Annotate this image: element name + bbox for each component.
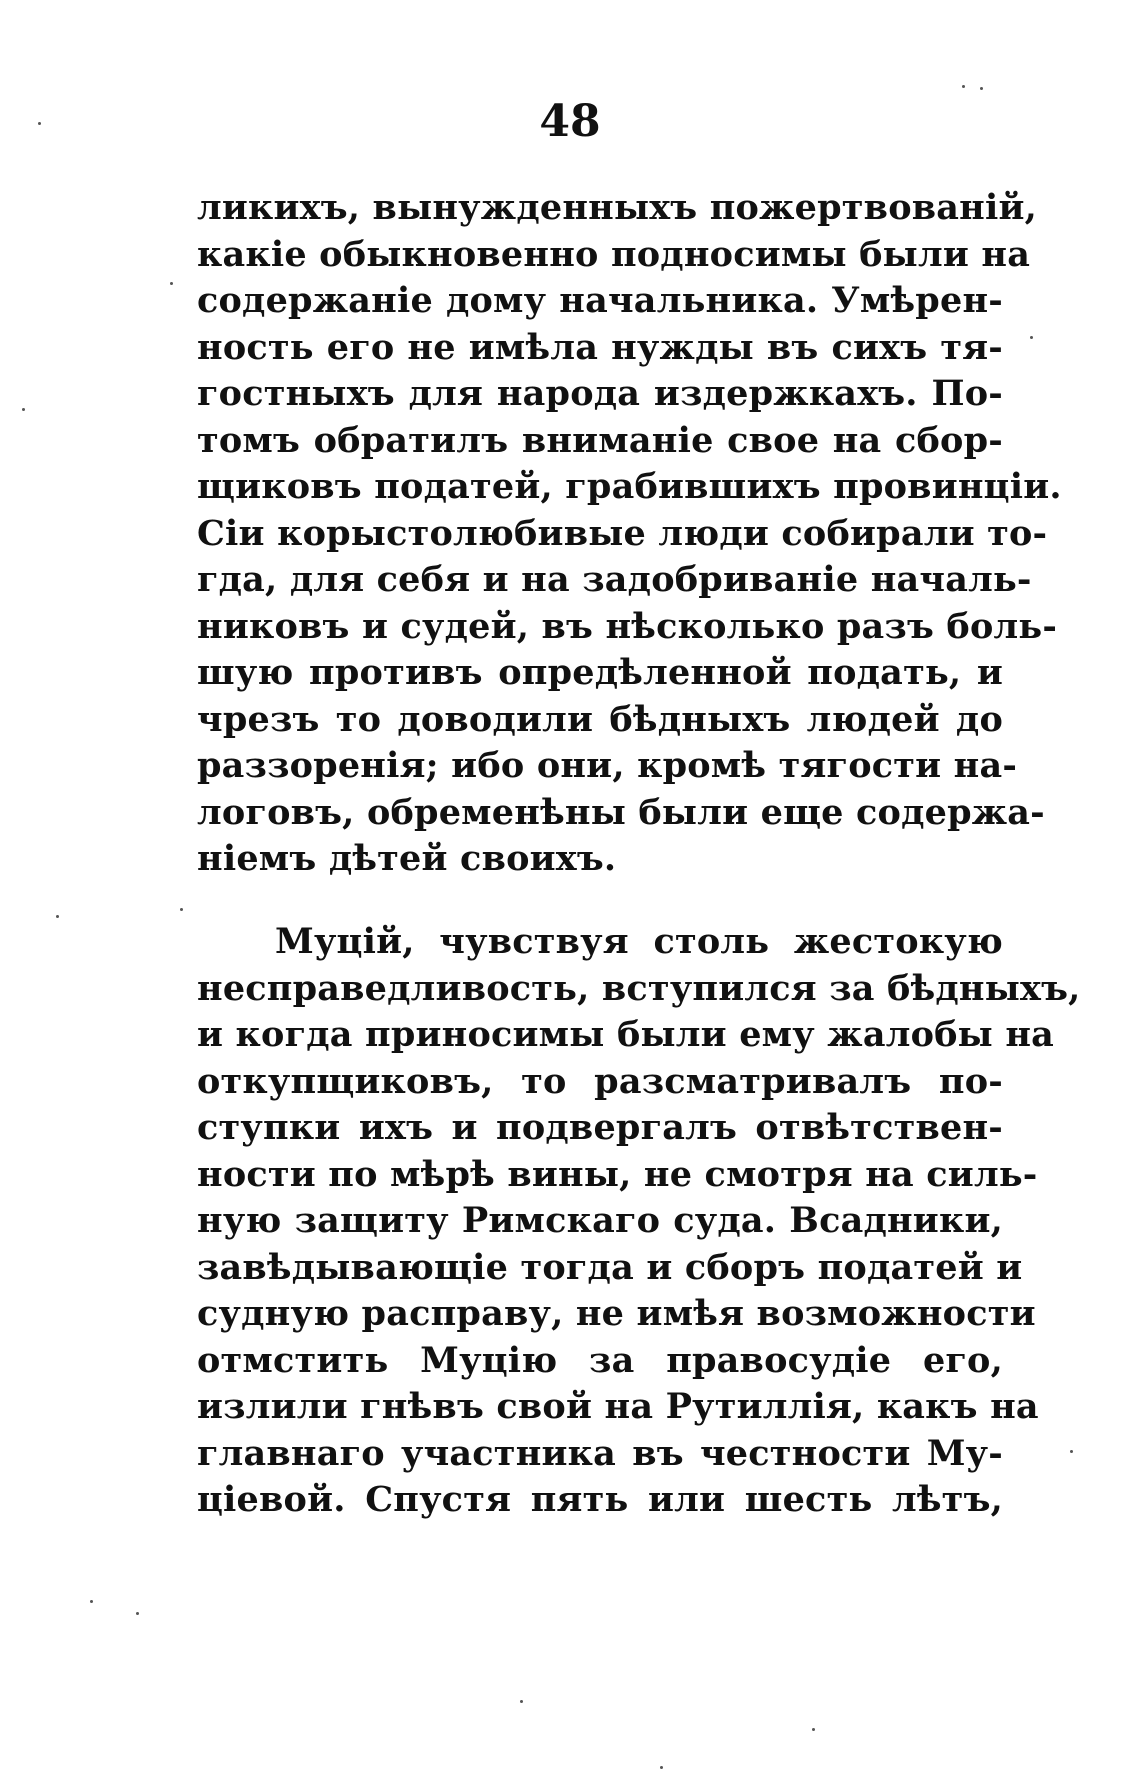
text-line: ціевой. Спустя пять или шесть лѣтъ, (197, 1479, 1003, 1520)
text-line: логовъ, обременѣны были еще содержа- (197, 791, 1045, 833)
text-line: несправедливость, вступился за бѣдныхъ, (197, 967, 1081, 1009)
text-line: ность его не имѣла нужды въ сихъ тя- (197, 326, 1003, 368)
scan-speck (22, 408, 25, 411)
text-line: откупщиковъ, то разсматривалъ по- (197, 1060, 1003, 1102)
text-line: и когда приносимы были ему жалобы на (197, 1014, 1055, 1055)
text-line: чрезъ то доводили бѣдныхъ людей до (197, 698, 1003, 740)
scan-speck (90, 1600, 93, 1603)
text-line: щиковъ податей, грабившихъ провинціи. (197, 466, 1062, 507)
text-line: главнаго участника въ честности Му- (197, 1432, 1003, 1474)
text-line: ніемъ дѣтей своихъ. (197, 838, 617, 879)
text-line: излили гнѣвъ свой на Рутиллія, какъ на (197, 1386, 1039, 1427)
text-line: раззоренія; ибо они, кромѣ тягости на- (197, 745, 1018, 786)
text-line: ликихъ, вынужденныхъ пожертвованій, (197, 187, 1037, 228)
scan-speck (136, 1612, 139, 1615)
paragraph-1 (197, 185, 1062, 883)
scan-speck (660, 1766, 663, 1769)
text-line: ступки ихъ и подвергалъ отвѣтствен- (197, 1107, 1003, 1148)
text-line: шую противъ опредѣленной подать, и (197, 652, 1003, 693)
text-line: Сіи корыстолюбивые люди собирали то- (197, 512, 1048, 554)
text-line: никовъ и судей, въ нѣсколько разъ боль- (197, 605, 1058, 647)
scan-speck (962, 85, 965, 88)
text-line: Муцій, чувствуя столь жестокую (275, 921, 1003, 962)
scan-speck (180, 908, 183, 911)
page-number: 48 (539, 96, 601, 147)
scan-speck (520, 1700, 523, 1703)
text-line: гостныхъ для народа издержкахъ. По- (197, 373, 1003, 414)
text-line: ности по мѣрѣ вины, не смотря на силь- (197, 1153, 1038, 1195)
text-line: гда, для себя и на задобриваніе началь- (197, 559, 1032, 600)
text-line: отмстить Муцію за правосудіе его, (197, 1339, 1003, 1381)
scan-speck (1070, 1450, 1073, 1453)
paragraph-2 (197, 919, 1081, 1524)
text-line: судную расправу, не имѣя возможности (197, 1293, 1036, 1334)
scan-speck (56, 915, 59, 918)
text-line: томъ обратилъ вниманіе свое на сбор- (197, 419, 1003, 461)
text-line: завѣдывающіе тогда и сборъ податей и (197, 1246, 1023, 1288)
scan-speck (1030, 336, 1033, 339)
scan-speck (980, 87, 983, 90)
text-line: содержаніе дому начальника. Умѣрен- (197, 280, 1003, 321)
text-line: какіе обыкновенно подносимы были на (197, 233, 1031, 275)
text-line: ную защиту Римскаго суда. Всадники, (197, 1200, 1003, 1241)
scan-speck (38, 122, 41, 125)
scan-speck (812, 1728, 815, 1731)
scan-speck (170, 282, 173, 285)
